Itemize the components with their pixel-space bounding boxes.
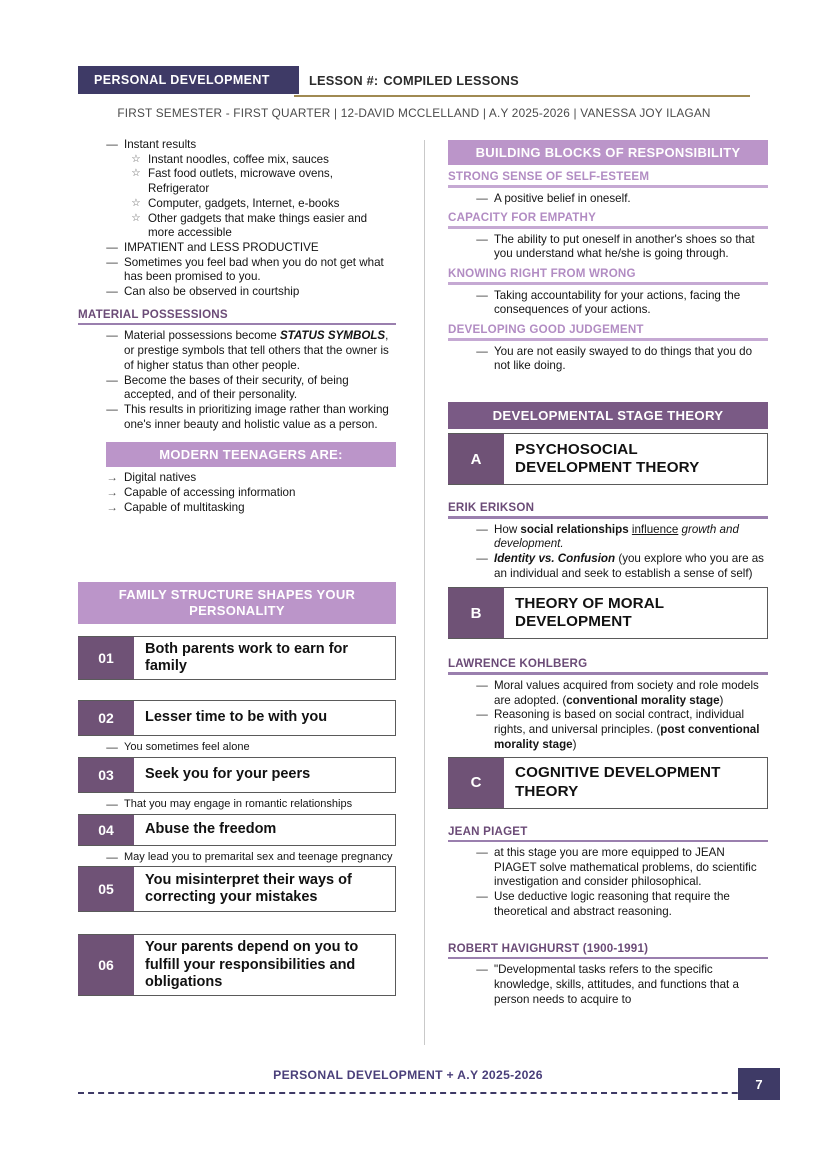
dash-icon: — xyxy=(476,678,488,692)
instant-results-sublist xyxy=(124,153,396,241)
list-item-label: Computer, gadgets, Internet, e-books xyxy=(148,196,340,210)
arrow-icon: → xyxy=(106,500,118,514)
section-heading-label: DEVELOPING GOOD JUDGEMENT xyxy=(448,323,644,337)
havighurst-list xyxy=(470,963,768,1007)
list-item xyxy=(100,486,396,501)
theory-card-b xyxy=(448,587,768,639)
section-heading-label: ERIK ERIKSON xyxy=(448,501,535,515)
self-esteem-list xyxy=(470,192,768,207)
family-note-list xyxy=(100,798,396,813)
material-possessions-list xyxy=(100,329,396,432)
list-item xyxy=(124,153,396,168)
list-item-label: Material possessions become STATUS SYMBOLS, or prestige symbols that tell others that the owner is of higher status than other people. xyxy=(124,329,389,372)
list-item-label: Instant results xyxy=(124,138,197,151)
family-card-title: Your parents depend on you to fulfill your responsibilities and obligations xyxy=(145,939,359,990)
kohlberg-list xyxy=(470,679,768,753)
star-icon: ☆ xyxy=(131,152,141,165)
list-item xyxy=(100,403,396,432)
list-item-label: A positive belief in oneself. xyxy=(494,191,631,205)
family-card-title: Seek you for your peers xyxy=(145,766,311,783)
list-item-label: Moral values acquired from society and role models are adopted. (conventional morality stage) xyxy=(494,678,759,707)
left-column xyxy=(78,138,396,996)
family-card-title: You misinterpret their ways of correcting your mistakes xyxy=(145,871,352,906)
star-icon: ☆ xyxy=(131,167,141,180)
section-heading-lawrence-kohlberg xyxy=(448,657,768,675)
list-item-label: Fast food outlets, microwave ovens, Refrigerator xyxy=(148,167,333,196)
list-item xyxy=(100,741,396,756)
page-header xyxy=(78,66,750,120)
column-divider xyxy=(424,140,425,1045)
list-item xyxy=(470,963,768,1007)
dash-icon: — xyxy=(106,373,118,387)
section-heading-self-esteem xyxy=(448,170,768,188)
list-item xyxy=(100,851,396,866)
piaget-list xyxy=(470,846,768,920)
section-heading-rule xyxy=(448,338,768,341)
family-card-01 xyxy=(78,636,396,680)
dash-icon: — xyxy=(106,850,118,864)
star-icon: ☆ xyxy=(131,196,141,209)
banner-developmental-stage-theory: DEVELOPMENTAL STAGE THEORY xyxy=(448,402,768,429)
family-card-number: 05 xyxy=(78,867,134,911)
family-card-05 xyxy=(78,866,396,912)
list-item xyxy=(100,285,396,300)
list-item xyxy=(470,846,768,890)
header-gold-rule xyxy=(294,95,750,97)
subject-badge: PERSONAL DEVELOPMENT xyxy=(78,66,294,94)
section-heading-jean-piaget xyxy=(448,825,768,843)
list-item xyxy=(100,471,396,486)
list-item xyxy=(100,501,396,516)
judgement-list xyxy=(470,345,768,374)
section-heading-robert-havighurst xyxy=(448,942,768,960)
list-item-label: Digital natives xyxy=(124,471,197,485)
section-heading-material-possessions xyxy=(78,308,396,326)
list-item-label: Capable of accessing information xyxy=(124,486,296,500)
list-item-label: Other gadgets that make things easier and more accessible xyxy=(148,211,368,240)
family-note-03 xyxy=(78,798,396,813)
list-item-label: "Developmental tasks refers to the specific knowledge, skills, attitudes, and functions that a person needs to acquire to xyxy=(494,963,739,1006)
dash-icon: — xyxy=(106,797,118,811)
list-item-label: You sometimes feel alone xyxy=(124,741,250,754)
dash-icon: — xyxy=(476,708,488,722)
section-heading-rule xyxy=(78,323,396,326)
erikson-list xyxy=(470,523,768,582)
banner-modern-teenagers: MODERN TEENAGERS ARE: xyxy=(106,442,396,467)
lesson-title xyxy=(299,66,519,94)
list-item xyxy=(470,679,768,708)
section-heading-rule xyxy=(448,185,768,188)
dash-icon: — xyxy=(106,403,118,416)
list-item xyxy=(470,890,768,919)
right-wrong-list xyxy=(470,289,768,318)
family-card-03 xyxy=(78,757,396,793)
dash-icon: — xyxy=(106,285,118,299)
lesson-label: LESSON #: xyxy=(309,72,379,88)
family-card-06 xyxy=(78,934,396,996)
list-item-label: at this stage you are more equipped to JEAN PIAGET solve mathematical problems, do scientific investigation and consider philosophical. xyxy=(494,846,757,889)
dash-icon: — xyxy=(476,963,488,977)
banner-family-structure: FAMILY STRUCTURE SHAPES YOUR PERSONALITY xyxy=(78,582,396,625)
dash-icon: — xyxy=(476,890,488,904)
section-heading-label: LAWRENCE KOHLBERG xyxy=(448,657,588,671)
family-card-number: 01 xyxy=(78,637,134,679)
instant-results-after-list xyxy=(100,241,396,300)
section-heading-label: KNOWING RIGHT FROM WRONG xyxy=(448,267,636,281)
dash-icon: — xyxy=(106,741,118,755)
list-item-label: Become the bases of their security, of being accepted, and of their personality. xyxy=(124,373,349,402)
section-heading-label: JEAN PIAGET xyxy=(448,824,528,838)
modern-teenagers-list xyxy=(100,471,396,515)
list-item-label: Taking accountability for your actions, facing the consequences of your actions. xyxy=(494,288,741,317)
list-item xyxy=(100,138,396,153)
list-item xyxy=(470,523,768,552)
dash-icon: — xyxy=(106,138,118,151)
section-heading-right-wrong xyxy=(448,267,768,285)
family-card-02 xyxy=(78,700,396,736)
list-item-label: You are not easily swayed to do things that you do not like doing. xyxy=(494,344,753,373)
section-heading-label: STRONG SENSE OF SELF-ESTEEM xyxy=(448,170,650,183)
dash-icon: — xyxy=(476,191,488,205)
family-card-title: Abuse the freedom xyxy=(145,820,277,837)
list-item-label: Reasoning is based on social contract, individual rights, and universal principles. (post conventional morality stage) xyxy=(494,708,760,751)
header-title-row xyxy=(78,66,750,94)
list-item xyxy=(470,233,768,262)
family-card-number: 03 xyxy=(78,758,134,792)
right-column xyxy=(448,140,768,1007)
theory-card-letter: B xyxy=(448,588,504,638)
section-heading-rule xyxy=(448,282,768,285)
list-item-label: Identity vs. Confusion (you explore who you are as an individual and seek to establish a sense of self) xyxy=(494,551,764,580)
theory-card-title: COGNITIVE DEVELOPMENT THEORY xyxy=(515,764,721,800)
list-item-label: IMPATIENT and LESS PRODUCTIVE xyxy=(124,241,319,255)
theory-card-c xyxy=(448,757,768,809)
family-card-title: Lesser time to be with you xyxy=(145,709,328,726)
list-item xyxy=(100,329,396,373)
section-heading-rule xyxy=(448,226,768,229)
section-heading-rule xyxy=(448,957,768,960)
theory-card-letter: A xyxy=(448,434,504,484)
list-item xyxy=(470,552,768,581)
section-heading-erik-erikson xyxy=(448,501,768,519)
list-item-label: Can also be observed in courtship xyxy=(124,285,300,299)
family-note-list xyxy=(100,851,396,866)
header-subtitle: FIRST SEMESTER - FIRST QUARTER | 12-DAVID MCCLELLAND | A.Y 2025-2026 | VANESSA JOY ILAGAN xyxy=(117,105,711,120)
dash-icon: — xyxy=(476,344,488,358)
list-item xyxy=(100,256,396,285)
theory-card-a xyxy=(448,433,768,485)
page-number-badge: 7 xyxy=(738,1068,780,1100)
section-heading-rule xyxy=(448,672,768,675)
section-heading-judgement xyxy=(448,323,768,341)
footer-text: PERSONAL DEVELOPMENT + A.Y 2025-2026 xyxy=(273,1068,543,1082)
empathy-list xyxy=(470,233,768,262)
section-heading-label: MATERIAL POSSESSIONS xyxy=(78,307,228,321)
list-item-label: Instant noodles, coffee mix, sauces xyxy=(148,152,329,166)
list-item-label: Use deductive logic reasoning that require the theoretical and abstract reasoning. xyxy=(494,890,730,918)
list-item xyxy=(470,708,768,752)
section-heading-label: ROBERT HAVIGHURST (1900-1991) xyxy=(448,941,649,955)
dash-icon: — xyxy=(476,232,488,246)
dash-icon: — xyxy=(106,255,118,269)
family-note-02 xyxy=(78,741,396,756)
star-icon: ☆ xyxy=(131,211,141,224)
list-item xyxy=(124,212,396,241)
section-heading-rule xyxy=(448,516,768,519)
list-item xyxy=(470,345,768,374)
list-item-label: Sometimes you feel bad when you do not get what has been promised to you. xyxy=(124,255,384,284)
family-card-number: 06 xyxy=(78,935,134,995)
theory-card-title: THEORY OF MORAL DEVELOPMENT xyxy=(515,595,664,631)
list-item-label: The ability to put oneself in another's shoes so that you understand what he/she is going through. xyxy=(494,232,755,261)
dash-icon: — xyxy=(476,551,488,565)
list-item-label: How social relationships influence growth and development. xyxy=(494,522,739,551)
list-item-label: That you may engage in romantic relationships xyxy=(124,797,353,810)
list-item-label: Capable of multitasking xyxy=(124,500,245,514)
list-item xyxy=(124,167,396,196)
dash-icon: — xyxy=(106,241,118,255)
arrow-icon: → xyxy=(106,486,118,500)
family-note-list xyxy=(100,741,396,756)
dash-icon: — xyxy=(476,522,488,536)
section-heading-label: CAPACITY FOR EMPATHY xyxy=(448,211,597,225)
theory-card-title: PSYCHOSOCIAL DEVELOPMENT THEORY xyxy=(515,440,700,477)
list-item-label: This results in prioritizing image rather than working one's inner beauty and holistic value as a person. xyxy=(124,403,389,431)
dash-icon: — xyxy=(476,288,488,302)
lesson-value: COMPILED LESSONS xyxy=(383,72,519,88)
dash-icon: — xyxy=(106,329,118,343)
list-item-label: May lead you to premarital sex and teenage pregnancy xyxy=(124,850,393,863)
family-card-number: 02 xyxy=(78,701,134,735)
family-card-title: Both parents work to earn for family xyxy=(145,640,349,675)
footer-dashed-rule xyxy=(78,1092,778,1094)
family-card-04 xyxy=(78,814,396,846)
page-footer xyxy=(78,1068,778,1094)
instant-results-list xyxy=(100,138,396,153)
dash-icon: — xyxy=(476,846,488,859)
arrow-icon: → xyxy=(106,471,118,485)
list-item xyxy=(100,374,396,403)
list-item xyxy=(470,192,768,207)
list-item xyxy=(100,798,396,813)
family-note-04 xyxy=(78,851,396,866)
theory-card-letter: C xyxy=(448,758,504,808)
banner-building-blocks: BUILDING BLOCKS OF RESPONSIBILITY xyxy=(448,140,768,165)
list-item xyxy=(470,289,768,318)
section-heading-rule xyxy=(448,840,768,843)
list-item xyxy=(124,197,396,212)
list-item xyxy=(100,241,396,256)
section-heading-empathy xyxy=(448,211,768,229)
family-card-number: 04 xyxy=(78,815,134,845)
